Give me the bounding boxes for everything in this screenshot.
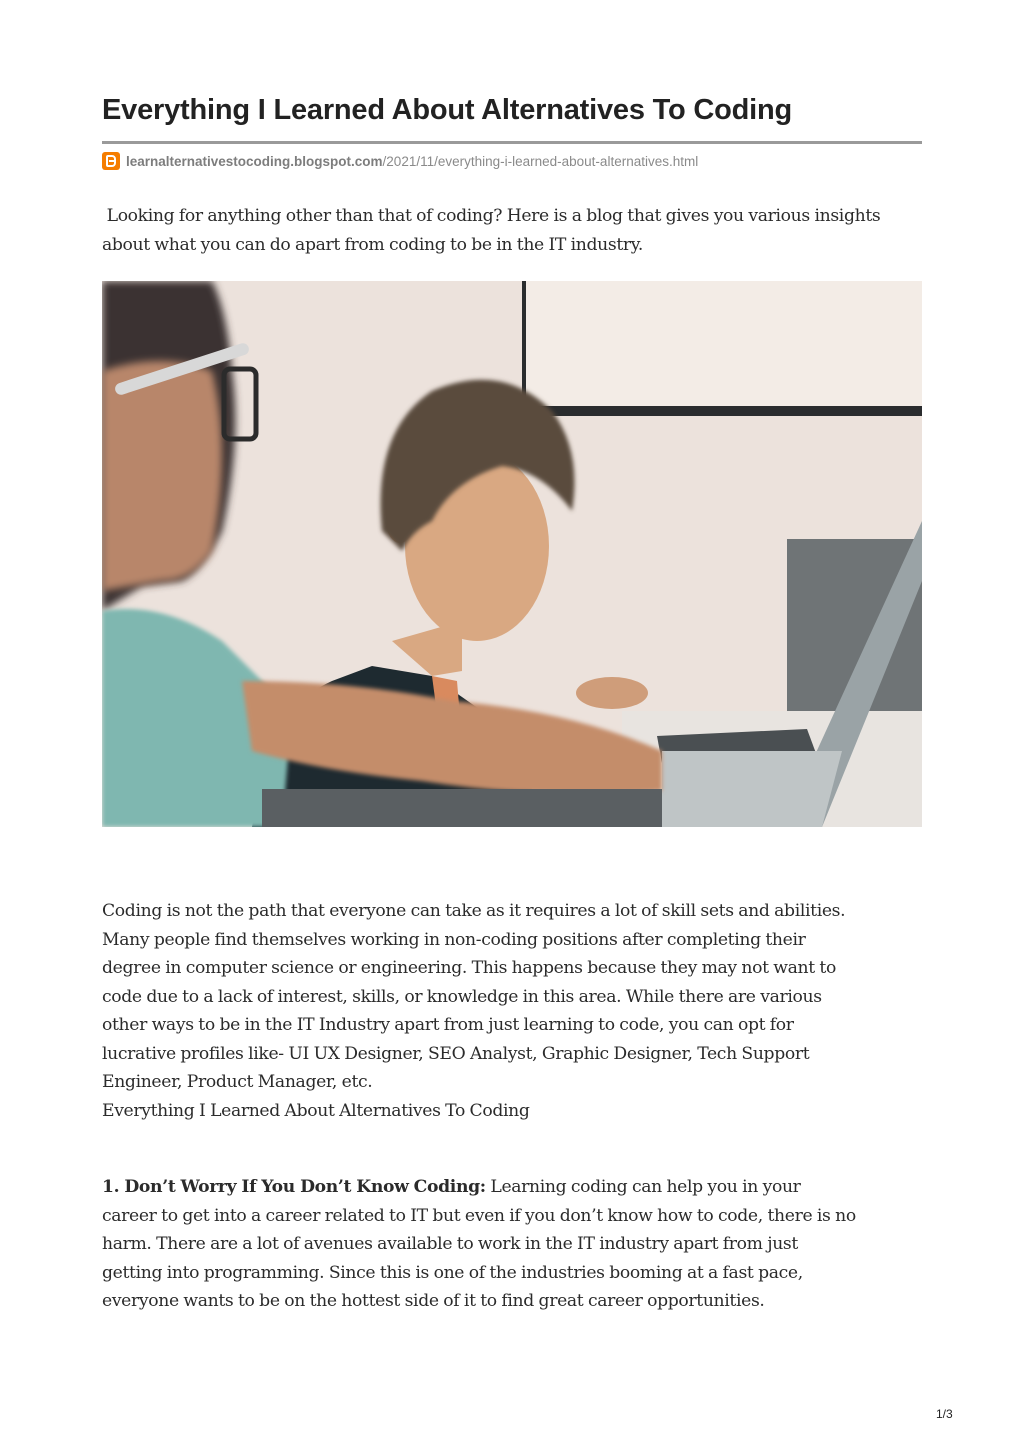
section-first-line-text: Learning coding can help you in your	[485, 1177, 801, 1197]
article-photo	[102, 281, 922, 827]
boy-hands	[576, 677, 648, 709]
paragraph-line: career to get into a career related to IT but even if you don’t know how to code, there is no	[102, 1205, 856, 1226]
paragraph-line: Many people find themselves working in non-coding positions after completing their	[102, 929, 806, 950]
article-title-link[interactable]: Everything I Learned About Alternatives To Coding	[102, 1100, 530, 1121]
intro-paragraph: Looking for anything other than that of coding? Here is a blog that gives you various insights about what you can do apart from coding to be in the IT industry.	[102, 206, 885, 255]
paragraph-line: harm. There are a lot of avenues available to work in the IT industry apart from just	[102, 1234, 798, 1254]
section-first-line	[102, 1173, 932, 1202]
body-paragraph	[102, 897, 932, 1125]
section-heading: 1. Don’t Worry If You Don’t Know Coding:	[102, 1177, 486, 1197]
page-title: Everything I Learned About Alternatives To Coding	[102, 94, 793, 126]
paragraph-line: Engineer, Product Manager, etc.	[102, 1072, 373, 1092]
paragraph-line: other ways to be in the IT Industry apart from just learning to code, you can opt for	[102, 1015, 794, 1035]
paragraph-line: code due to a lack of interest, skills, or knowledge in this area. While there are various	[102, 986, 822, 1007]
source-link[interactable]	[102, 151, 698, 171]
source-domain[interactable]: learnalternativestocoding.blogspot.com	[126, 153, 383, 169]
section-paragraph	[102, 1173, 932, 1316]
source-path[interactable]: /2021/11/everything-i-learned-about-alternatives.html	[382, 153, 699, 169]
page-number: 1/3	[936, 1407, 953, 1421]
screen	[526, 281, 922, 406]
paragraph-line: everyone wants to be on the hottest side of it to find great career opportunities.	[102, 1291, 765, 1311]
paragraph-line: degree in computer science or engineering. This happens because they may not want to	[102, 958, 836, 978]
paragraph-line: lucrative profiles like- UI UX Designer, SEO Analyst, Graphic Designer, Tech Support	[102, 1043, 810, 1064]
front-laptop-keys	[662, 751, 842, 827]
fg-boy-face	[102, 361, 222, 591]
blogger-icon	[102, 152, 120, 170]
paragraph-line: Coding is not the path that everyone can take as it requires a lot of skill sets and abilities.	[102, 901, 846, 921]
title-divider	[102, 141, 922, 144]
photo-illustration	[102, 281, 922, 827]
fg-desk-edge	[262, 789, 662, 827]
paragraph-line: getting into programming. Since this is one of the industries booming at a fast pace,	[102, 1262, 803, 1283]
